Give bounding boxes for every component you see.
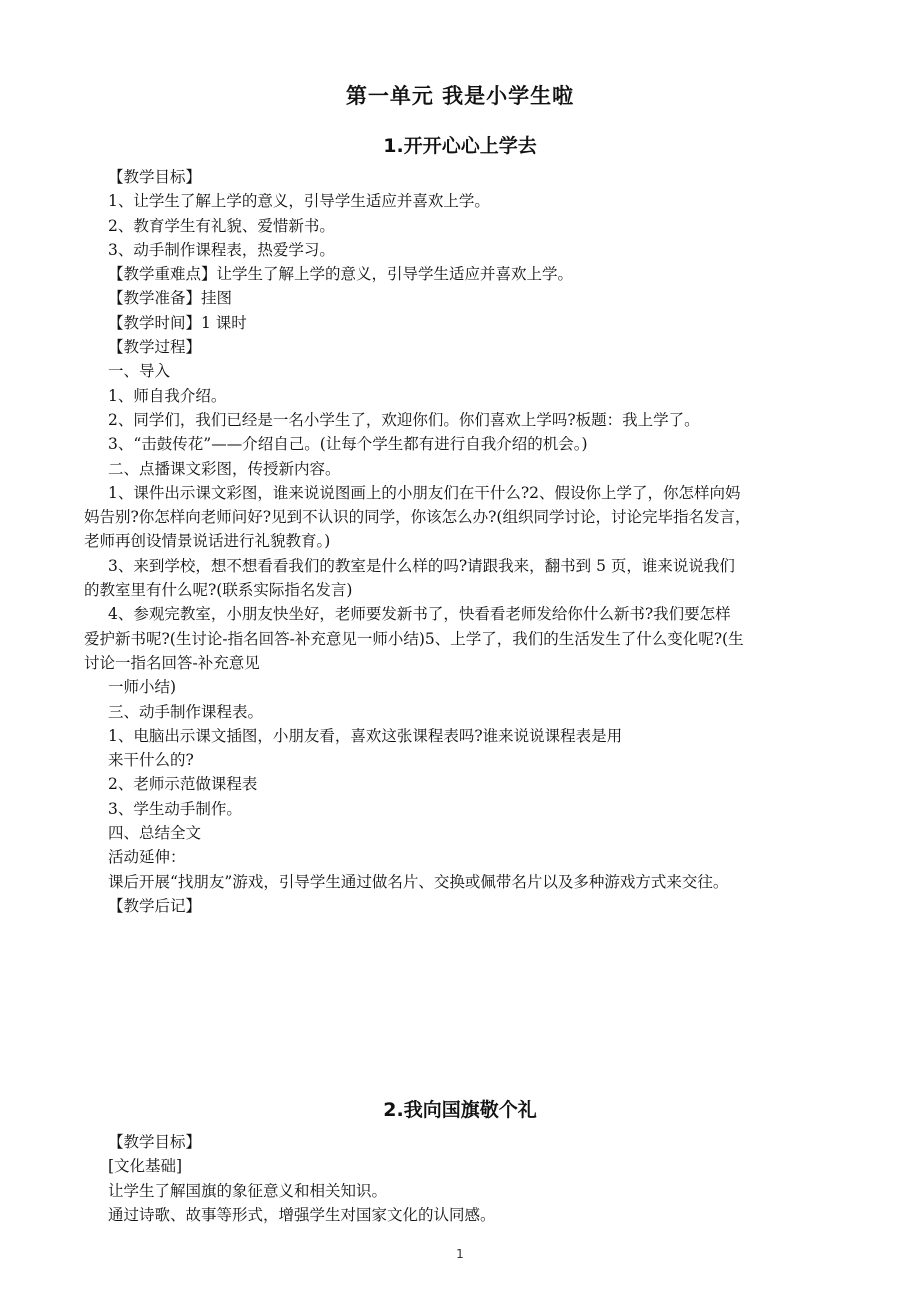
lesson-1-line: 4、参观完教室，小朋友快坐好，老师要发新书了，快看看老师发给你什么新书?我们要怎样 (108, 605, 731, 624)
lesson-1-line: 1、让学生了解上学的意义，引导学生适应并喜欢上学。 (108, 192, 490, 211)
lesson-1-line: 3、“击鼓传花”——介绍自己。(让每个学生都有进行自我介绍的机会。) (108, 435, 588, 454)
lesson-1-line: 2、教育学生有礼貌、爱惜新书。 (108, 216, 335, 235)
lesson-1-line: 【教学准备】挂图 (108, 289, 233, 308)
lesson-1-line: 【教学目标】 (108, 168, 202, 186)
lesson-1-line: 【教学后记】 (108, 896, 202, 915)
lesson-2-line: 让学生了解国旗的象征意义和相关知识。 (108, 1181, 388, 1200)
lesson-2-body (108, 1130, 853, 1227)
lesson-1-line: 3、动手制作课程表，热爱学习。 (108, 240, 335, 259)
lesson-1-line: 1、课件出示课文彩图，谁来说说图画上的小朋友们在干什么?2、假设你上学了，你怎样向妈 (108, 483, 741, 502)
lesson-1-line: 四、总结全文 (108, 824, 202, 843)
page-number: 1 (456, 1247, 464, 1261)
lesson-1-line: 妈告别?你怎样向老师问好?见到不认识的同学，你该怎么办?(组织同学讨论，讨论完毕指名发言， (84, 508, 751, 527)
lesson-1-line: 课后开展“找朋友”游戏，引导学生通过做名片、交换或佩带名片以及多种游戏方式来交往。 (108, 872, 729, 891)
lesson-2-title: 2.我向国旗敬个礼 (383, 1099, 537, 1121)
lesson-2-line: [文化基础] (108, 1157, 183, 1176)
lesson-1-line: 来干什么的? (108, 751, 194, 770)
lesson-1-line: 3、来到学校，想不想看看我们的教室是什么样的吗?请跟我来，翻书到 5 页，谁来说说我们 (108, 556, 735, 575)
lesson-1-line: 活动延伸： (108, 848, 186, 867)
lesson-1-line: 一师小结) (108, 678, 177, 697)
lesson-1-line: 爱护新书呢?(生讨论-指名回答-补充意见一师小结)5、上学了，我们的生活发生了什么变化呢?(生 (84, 629, 744, 648)
lesson-1-line: 二、点播课文彩图，传授新内容。 (108, 459, 341, 478)
lesson-1-line: 【教学重难点】让学生了解上学的意义，引导学生适应并喜欢上学。 (108, 265, 574, 284)
lesson-1-line: 老师再创设情景说话进行礼貌教育。) (84, 532, 331, 551)
lesson-1-line: 1、电脑出示课文插图，小朋友看，喜欢这张课程表吗?谁来说说课程表是用 (108, 726, 623, 745)
lesson-1-line: 1、师自我介绍。 (108, 386, 227, 405)
lesson-1-line: 2、同学们，我们已经是一名小学生了，欢迎你们。你们喜欢上学吗?板题：我上学了。 (108, 410, 700, 429)
lesson-1-line: 的教室里有什么呢?(联系实际指名发言) (84, 581, 353, 600)
unit-title: 第一单元 我是小学生啦 (345, 84, 575, 108)
lesson-1-line: 【教学过程】 (108, 338, 202, 357)
lesson-1-line: 【教学时间】1 课时 (108, 313, 247, 332)
lesson-1-line: 一、导入 (108, 362, 171, 381)
lesson-1-line: 讨论一指名回答-补充意见 (84, 653, 260, 672)
lesson-1-body (84, 165, 853, 918)
lesson-1-line: 3、学生动手制作。 (108, 799, 242, 818)
lesson-1-line: 2、老师示范做课程表 (108, 775, 258, 794)
lesson-1-title: 1.开开心心上学去 (383, 135, 537, 157)
lesson-2-line: 【教学目标】 (108, 1133, 202, 1151)
lesson-2-line: 通过诗歌、故事等形式，增强学生对国家文化的认同感。 (108, 1205, 496, 1224)
lesson-1-line: 三、动手制作课程表。 (108, 702, 264, 721)
